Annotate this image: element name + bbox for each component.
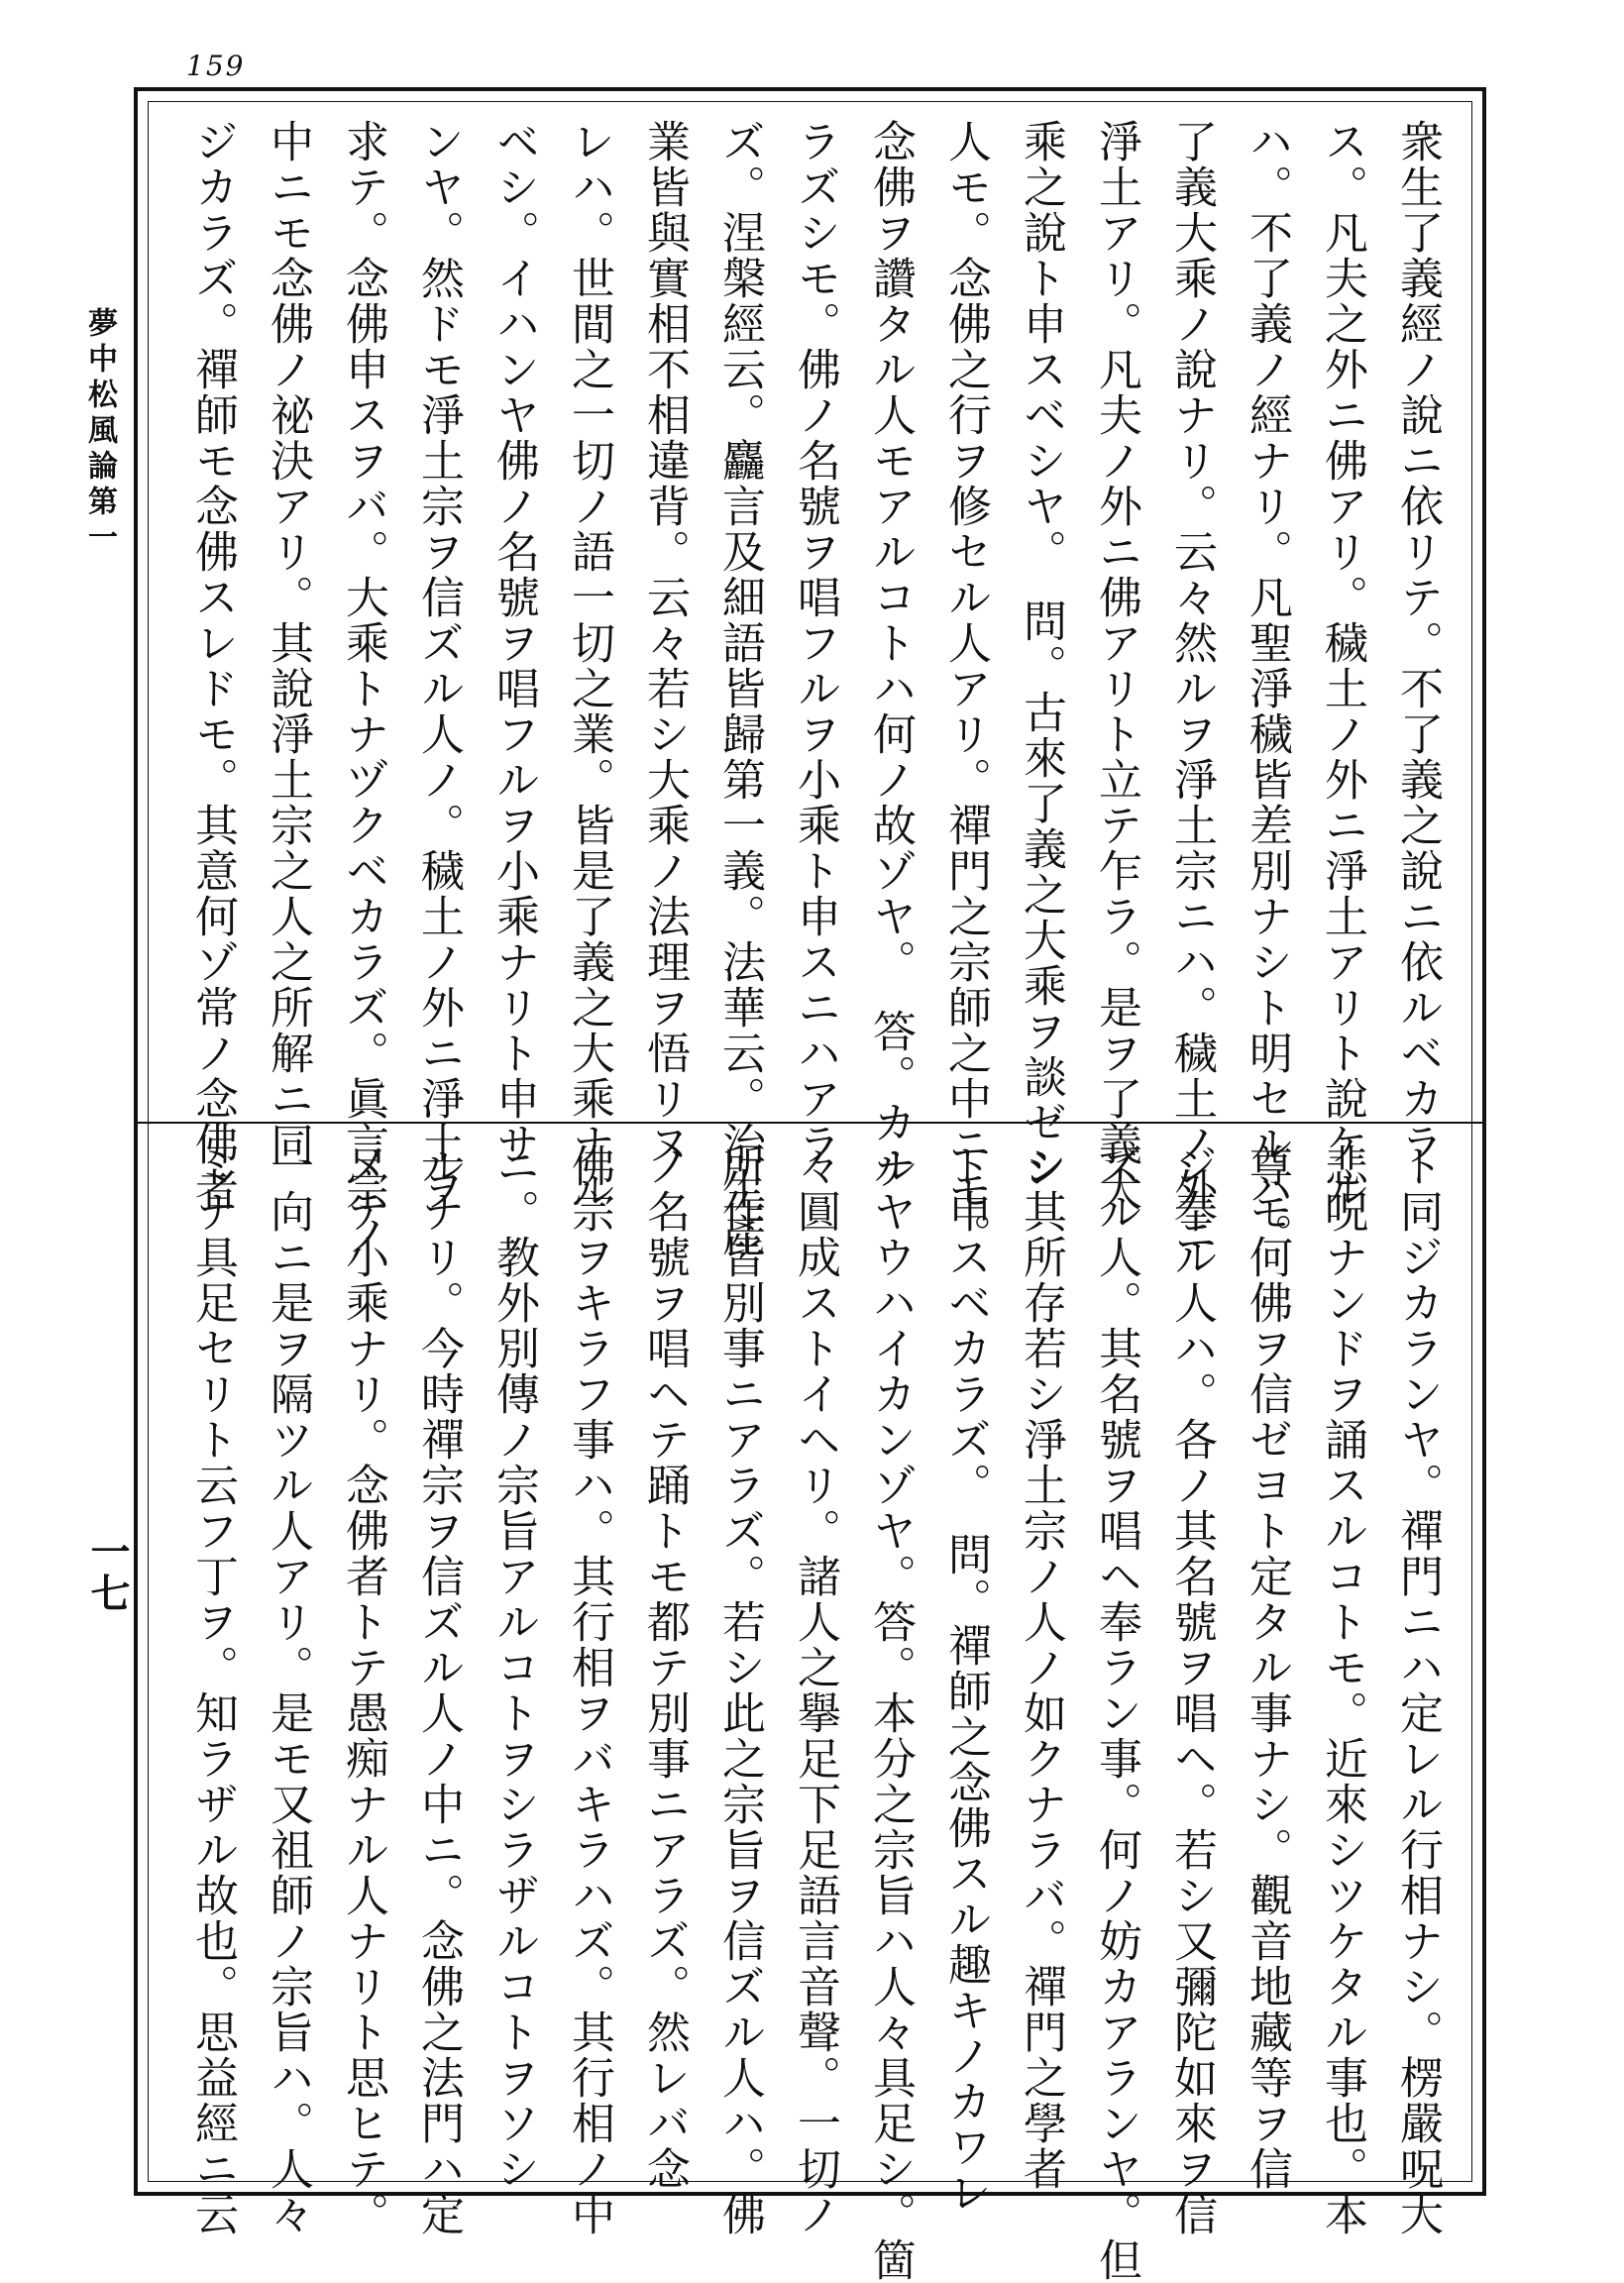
text-column: ルヤウハイカンゾヤ。答。本分之宗旨ハ人々具足シ。箇 (865, 1143, 916, 2283)
top-text-block (174, 119, 1455, 1258)
bottom-text-block (174, 1143, 1455, 2283)
text-column: ジ奉ル人ハ。各ノ其名號ヲ唱ヘ。若シ又彌陀如來ヲ信 (1166, 1143, 1217, 2237)
text-column: シ其所存若シ淨土宗ノ人ノ如クナラバ。禪門之學者 (1016, 1143, 1066, 2192)
text-column: 淨土アリ。凡夫ノ外ニ佛アリト立テ乍ラ。是ヲ了義大 (1091, 119, 1141, 1213)
text-column: 一向ニ是ヲ隔ツル人アリ。是モ又祖師ノ宗旨ハ。人々 (263, 1143, 313, 2237)
text-column: 悲呪ナンドヲ誦スルコトモ。近來シツケタル事也。本 (1317, 1143, 1367, 2237)
text-column: ラズシモ。佛ノ名號ヲ唱フルヲ小乘ト申スニハアラ (790, 119, 840, 1167)
text-column: 念佛ヲ讚タル人モアルコトハ何ノ故ゾヤ。 答。カナ (865, 119, 916, 1191)
text-column: ト申スベカラズ。 問。禪師之念佛スル趣キノカワレ (940, 1143, 991, 2216)
text-column: ニ。教外別傳ノ宗旨アルコトヲシラザルコトヲソシ (488, 1143, 539, 2192)
page-number: 159 (186, 50, 246, 82)
text-column: ズル人。其名號ヲ唱ヘ奉ラン事。何ノ妨カアランヤ。但 (1091, 1143, 1141, 2283)
text-column: 中ニモ念佛ノ祕決アリ。其說淨土宗之人之所解ニ同 (263, 119, 313, 1167)
page-frame (134, 87, 1486, 2283)
text-column: メテ小乘ナリ。念佛者トテ愚痴ナル人ナリト思ヒテ。 (338, 1143, 388, 2237)
text-column: ルナリ。今時禪宗ヲ信ズル人ノ中ニ。念佛之法門ハ定 (413, 1143, 464, 2237)
text-column: 々圓成ストイヘリ。諸人之擧足下足語言音聲。一切ノ (790, 1143, 840, 2237)
text-column: ジカラズ。禪師モ念佛スレドモ。其意何ゾ常ノ念佛者 (187, 119, 238, 1213)
text-column: ミナ具足セリト云フ丁ヲ。知ラザル故也。思益經ニ云 (187, 1143, 238, 2237)
text-column: ンヤ。然ドモ淨土宗ヲ信ズル人ノ。穢土ノ外ニ淨土ヲ (413, 119, 464, 1213)
text-column: ス。凡夫之外ニ佛アリ。穢土ノ外ニ淨土アリト說ケル (1317, 119, 1367, 1213)
running-title: 夢中松風論第一 (82, 307, 117, 557)
folio-number: 一七 (84, 1531, 131, 1614)
text-column: 了義大乘ノ說ナリ。云々然ルヲ淨土宗ニハ。穢土ノ外ニ (1166, 119, 1217, 1258)
text-column: レハ。世間之一切ノ語一切之業。皆是了義之大乘ナル (564, 119, 614, 1213)
text-column: 業皆與實相不相違背。云々若シ大乘ノ法理ヲ悟リヌ (639, 119, 690, 1167)
text-column: 尊モ何佛ヲ信ゼヨト定タル事ナシ。觀音地藏等ヲ信 (1242, 1143, 1292, 2192)
text-column: 衆生了義經ノ說ニ依リテ。不了義之說ニ依ルベカラ (1392, 119, 1443, 1167)
text-column: 求テ。念佛申スヲバ。大乘トナヅクベカラズ。眞言宗ノ (338, 119, 388, 1258)
text-column: ベシ。イハンヤ佛ノ名號ヲ唱フルヲ小乘ナリト申サ (488, 119, 539, 1167)
text-column: 佛宗ヲキラフ事ハ。其行相ヲバキラハズ。其行相ノ中 (564, 1143, 614, 2237)
text-column: 人モ。念佛之行ヲ修セル人アリ。禪門之宗師之中ニモ。 (940, 119, 991, 1258)
text-column: ト同ジカランヤ。禪門ニハ定レル行相ナシ。楞嚴呪大 (1392, 1143, 1443, 2237)
text-column: ズ。涅槃經云。麤言及細語皆歸第一義。法華云。治生產 (714, 119, 765, 1258)
text-column: 乘之說ト申スベシヤ。 問。古來了義之大乘ヲ談ゼシ (1016, 119, 1066, 1191)
text-column: ハ。不了義ノ經ナリ。凡聖淨穢皆差別ナシト明セルハ。 (1242, 119, 1292, 1258)
text-column: 所作皆別事ニアラズ。若シ此之宗旨ヲ信ズル人ハ。佛 (714, 1143, 765, 2237)
text-column: ノ名號ヲ唱ヘテ踊トモ都テ別事ニアラズ。然レバ念 (639, 1143, 690, 2192)
